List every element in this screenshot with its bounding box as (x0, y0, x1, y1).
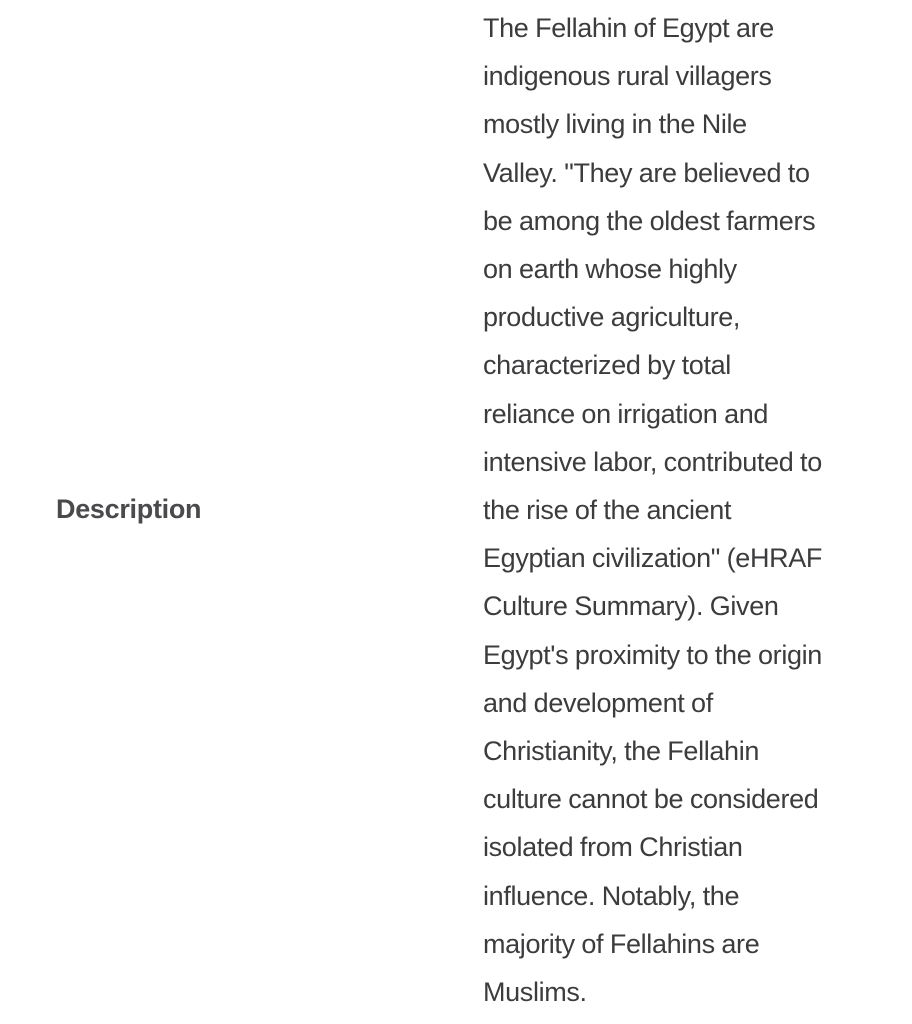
description-line: influence. Notably, the (483, 880, 740, 911)
description-line: Egyptian civilization" (eHRAF (483, 543, 823, 574)
description-line: reliance on irrigation and (483, 398, 769, 429)
description-line: the rise of the ancient (483, 495, 732, 526)
description-line: productive agriculture, (483, 302, 741, 333)
description-line: on earth whose highly (483, 254, 737, 285)
description-line: and development of (483, 687, 713, 718)
description-line: The Fellahin of Egypt are (483, 13, 774, 43)
description-line: intensive labor, contributed to (483, 446, 822, 477)
description-line: mostly living in the Nile (483, 109, 747, 140)
description-line: Culture Summary). Given (483, 591, 779, 622)
description-line: culture cannot be considered (483, 784, 819, 815)
description-label: Description (56, 494, 202, 524)
description-line: majority of Fellahins are (483, 928, 760, 959)
description-text (483, 4, 868, 1016)
description-line: be among the oldest farmers (483, 205, 816, 236)
description-line: indigenous rural villagers (483, 61, 772, 92)
description-line: Christianity, the Fellahin (483, 736, 760, 767)
description-line: characterized by total (483, 350, 731, 381)
description-line: isolated from Christian (483, 832, 743, 863)
description-line: Valley. "They are believed to (483, 157, 810, 188)
description-line: Muslims. (483, 977, 587, 1008)
description-line: Egypt's proximity to the origin (483, 639, 822, 670)
